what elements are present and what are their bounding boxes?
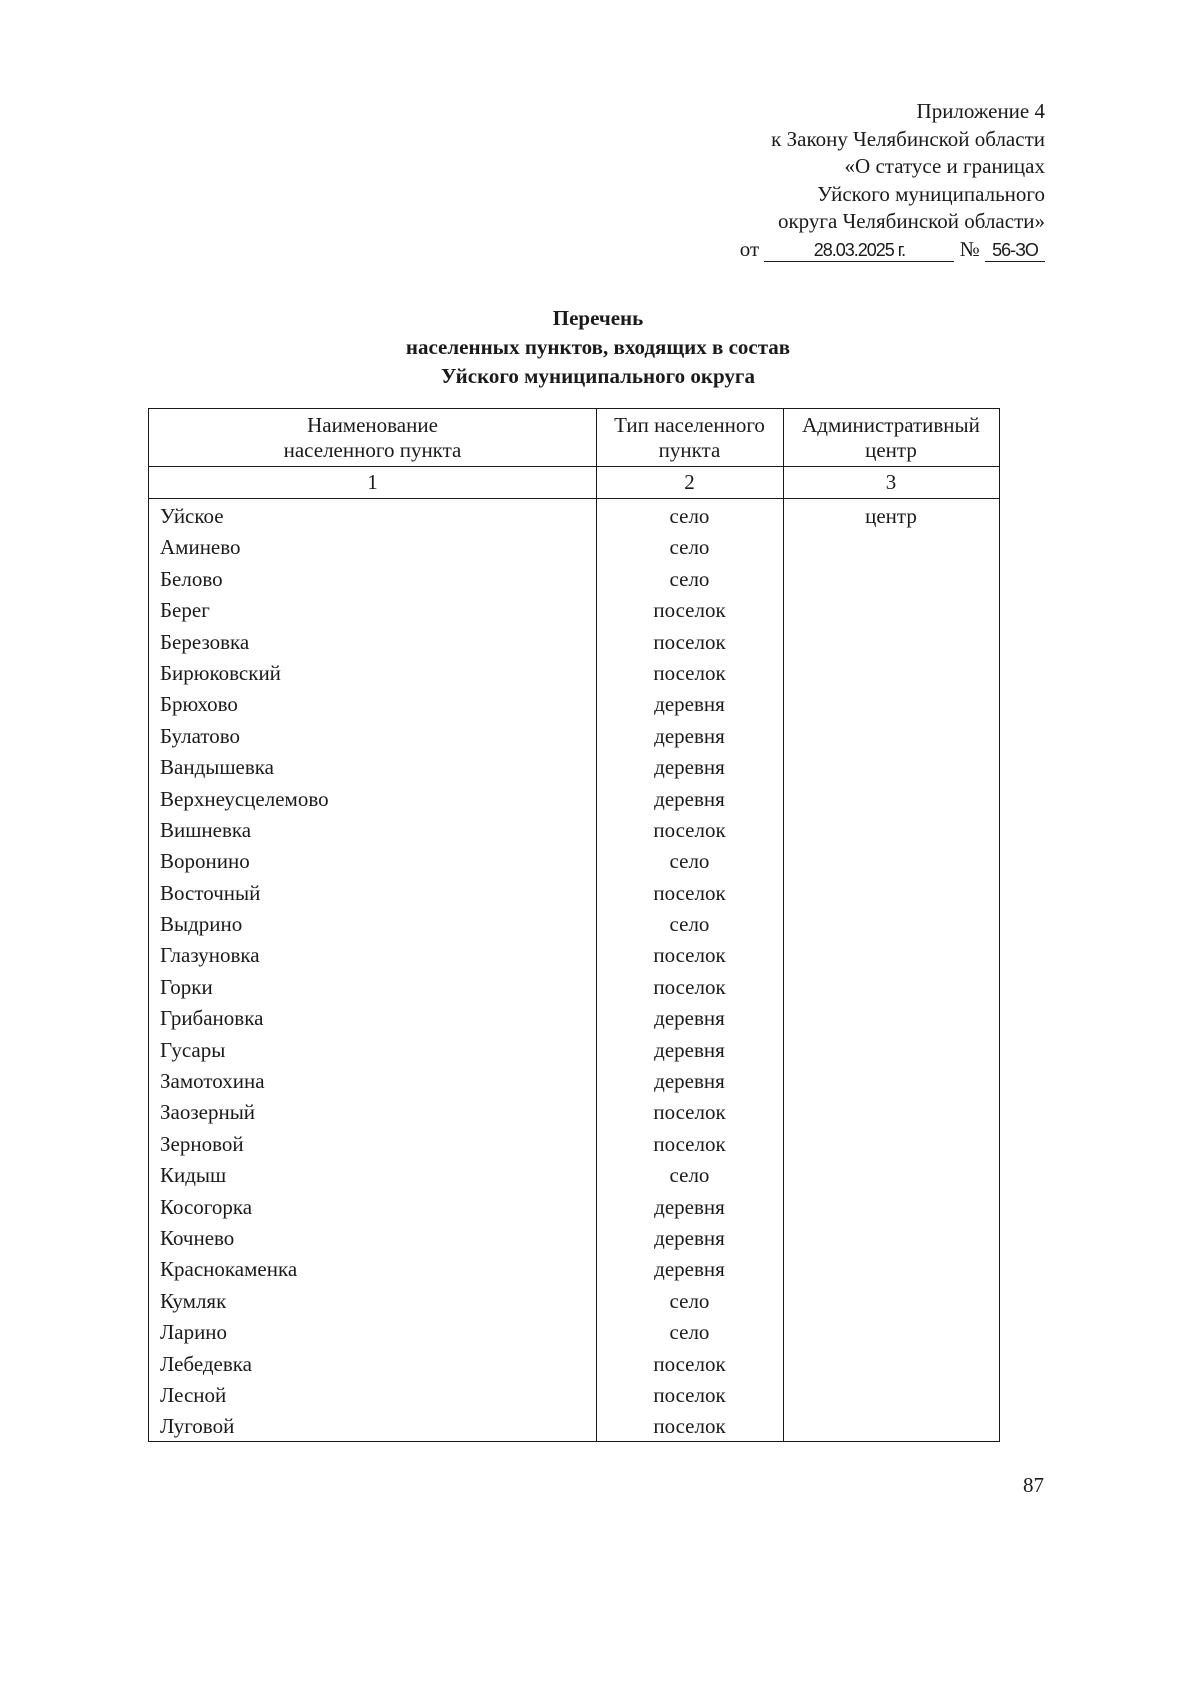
settlement-name: Зерновой	[160, 1131, 244, 1156]
page-number: 87	[1023, 1473, 1044, 1497]
table-row	[149, 1254, 998, 1285]
table-row	[149, 972, 998, 1003]
table-row	[149, 689, 998, 720]
column-number-3: 3	[885, 470, 897, 494]
appendix-line-5: округа Челябинской области»	[777, 209, 1045, 233]
settlement-name: Белово	[160, 566, 223, 591]
settlement-name: Лесной	[160, 1382, 227, 1407]
header-admin-line-2: центр	[865, 437, 917, 462]
title-line-2: населенных пунктов, входящих в состав	[405, 335, 791, 359]
settlement-type: поселок	[653, 1382, 726, 1407]
table-row	[149, 1129, 998, 1160]
settlement-name: Кидыш	[160, 1163, 227, 1188]
header-type-line-2: пункта	[658, 437, 721, 462]
settlement-name: Грибановка	[160, 1006, 264, 1031]
header-type	[596, 409, 783, 466]
settlement-name: Верхнеусцелемово	[160, 786, 329, 811]
number-prefix: №	[959, 236, 980, 261]
settlement-name: Березовка	[160, 629, 250, 654]
settlement-type: поселок	[653, 598, 726, 623]
table-row	[149, 564, 998, 595]
settlement-name: Вандышевка	[160, 755, 274, 780]
date-prefix: от	[739, 236, 760, 261]
header-admin-line-1: Административный	[802, 412, 980, 437]
settlement-name: Кумляк	[160, 1288, 227, 1313]
settlement-name: Ларино	[160, 1320, 228, 1345]
settlement-name: Глазуновка	[160, 943, 260, 968]
title-line-1: Перечень	[552, 306, 644, 330]
table-row	[149, 501, 998, 532]
settlement-name: Булатово	[160, 723, 241, 748]
table-row	[149, 909, 998, 940]
settlement-type: поселок	[653, 1100, 726, 1125]
settlement-name: Краснокаменка	[160, 1257, 298, 1282]
settlement-name: Горки	[160, 974, 213, 999]
table-row	[149, 1411, 998, 1442]
table-row	[149, 1066, 998, 1097]
settlement-type: село	[669, 1288, 710, 1313]
table-body	[149, 501, 998, 1443]
settlement-type: деревня	[654, 1037, 725, 1062]
table-row	[149, 627, 998, 658]
settlement-name: Луговой	[160, 1414, 235, 1439]
table-row	[149, 1035, 998, 1066]
header-name-line-1: Наименование	[307, 412, 438, 437]
table-row	[149, 752, 998, 783]
number-value: 56-ЗО	[985, 239, 1045, 262]
settlement-type: село	[669, 849, 710, 874]
admin-center-mark: центр	[865, 504, 917, 528]
settlement-type: поселок	[653, 880, 726, 905]
settlement-type: деревня	[654, 1194, 725, 1219]
header-admin-center	[783, 409, 999, 466]
settlement-name: Заозерный	[160, 1100, 256, 1125]
settlement-type: село	[669, 1320, 710, 1345]
header-name-line-2: населенного пункта	[283, 437, 462, 462]
table-row	[149, 1192, 998, 1223]
settlement-type: село	[669, 535, 710, 560]
settlement-type: село	[669, 566, 710, 591]
settlement-type: село	[669, 1163, 710, 1188]
settlement-name: Аминево	[160, 535, 241, 560]
settlement-type: поселок	[653, 1414, 726, 1439]
settlements-table	[148, 408, 1000, 1442]
table-row	[149, 1317, 998, 1348]
table-row	[149, 658, 998, 689]
table-row	[149, 595, 998, 626]
table-row	[149, 532, 998, 563]
table-row	[149, 940, 998, 971]
appendix-line-4: Уйского муниципального	[817, 181, 1045, 206]
settlement-name: Выдрино	[160, 912, 243, 937]
table-row	[149, 846, 998, 877]
column-number-divider	[149, 498, 999, 499]
settlement-name: Бирюковский	[160, 660, 281, 685]
table-row	[149, 1160, 998, 1191]
settlement-name: Восточный	[160, 880, 261, 905]
header-type-line-1: Тип населенного	[614, 412, 765, 437]
settlement-type: село	[669, 912, 710, 937]
table-row	[149, 815, 998, 846]
settlement-type: деревня	[654, 755, 725, 780]
settlement-name: Уйское	[160, 504, 224, 528]
document-title	[0, 304, 1100, 391]
table-row	[149, 1286, 998, 1317]
settlement-name: Воронино	[160, 849, 250, 874]
column-number-1: 1	[367, 470, 378, 494]
appendix-line-1: Приложение 4	[916, 99, 1045, 123]
settlement-type: поселок	[653, 943, 726, 968]
table-row	[149, 1223, 998, 1254]
settlement-type: деревня	[654, 723, 725, 748]
table-row	[149, 784, 998, 815]
appendix-line-3: «О статусе и границах	[844, 154, 1045, 178]
settlement-type: поселок	[653, 1131, 726, 1156]
settlement-type: село	[669, 504, 710, 528]
date-value: 28.03.2025 г.	[764, 239, 954, 262]
settlement-name: Вишневка	[160, 817, 252, 842]
table-row	[149, 721, 998, 752]
settlement-name: Замотохина	[160, 1069, 265, 1094]
settlement-type: поселок	[653, 817, 726, 842]
header-name	[149, 409, 596, 466]
appendix-line-2: к Закону Челябинской области	[771, 126, 1045, 151]
column-number-2: 2	[684, 470, 695, 494]
settlement-name: Косогорка	[160, 1194, 253, 1219]
table-row	[149, 1097, 998, 1128]
title-line-3: Уйского муниципального округа	[441, 364, 755, 388]
settlement-type: деревня	[654, 1225, 725, 1250]
settlement-name: Лебедевка	[160, 1351, 252, 1376]
settlement-type: деревня	[654, 1006, 725, 1031]
settlement-type: поселок	[653, 660, 726, 685]
table-row	[149, 1380, 998, 1411]
table-row	[149, 878, 998, 909]
settlement-name: Берег	[160, 598, 210, 623]
settlement-type: деревня	[654, 692, 725, 717]
table-row	[149, 1349, 998, 1380]
settlement-type: деревня	[654, 786, 725, 811]
settlement-type: поселок	[653, 974, 726, 999]
appendix-header	[665, 98, 1045, 263]
settlement-type: деревня	[654, 1069, 725, 1094]
table-row	[149, 1003, 998, 1034]
settlement-name: Брюхово	[160, 692, 238, 717]
date-number-line	[665, 236, 1045, 264]
settlement-name: Гусары	[160, 1037, 226, 1062]
settlement-name: Кочнево	[160, 1225, 235, 1250]
settlement-type: поселок	[653, 1351, 726, 1376]
settlement-type: поселок	[653, 629, 726, 654]
settlement-type: деревня	[654, 1257, 725, 1282]
